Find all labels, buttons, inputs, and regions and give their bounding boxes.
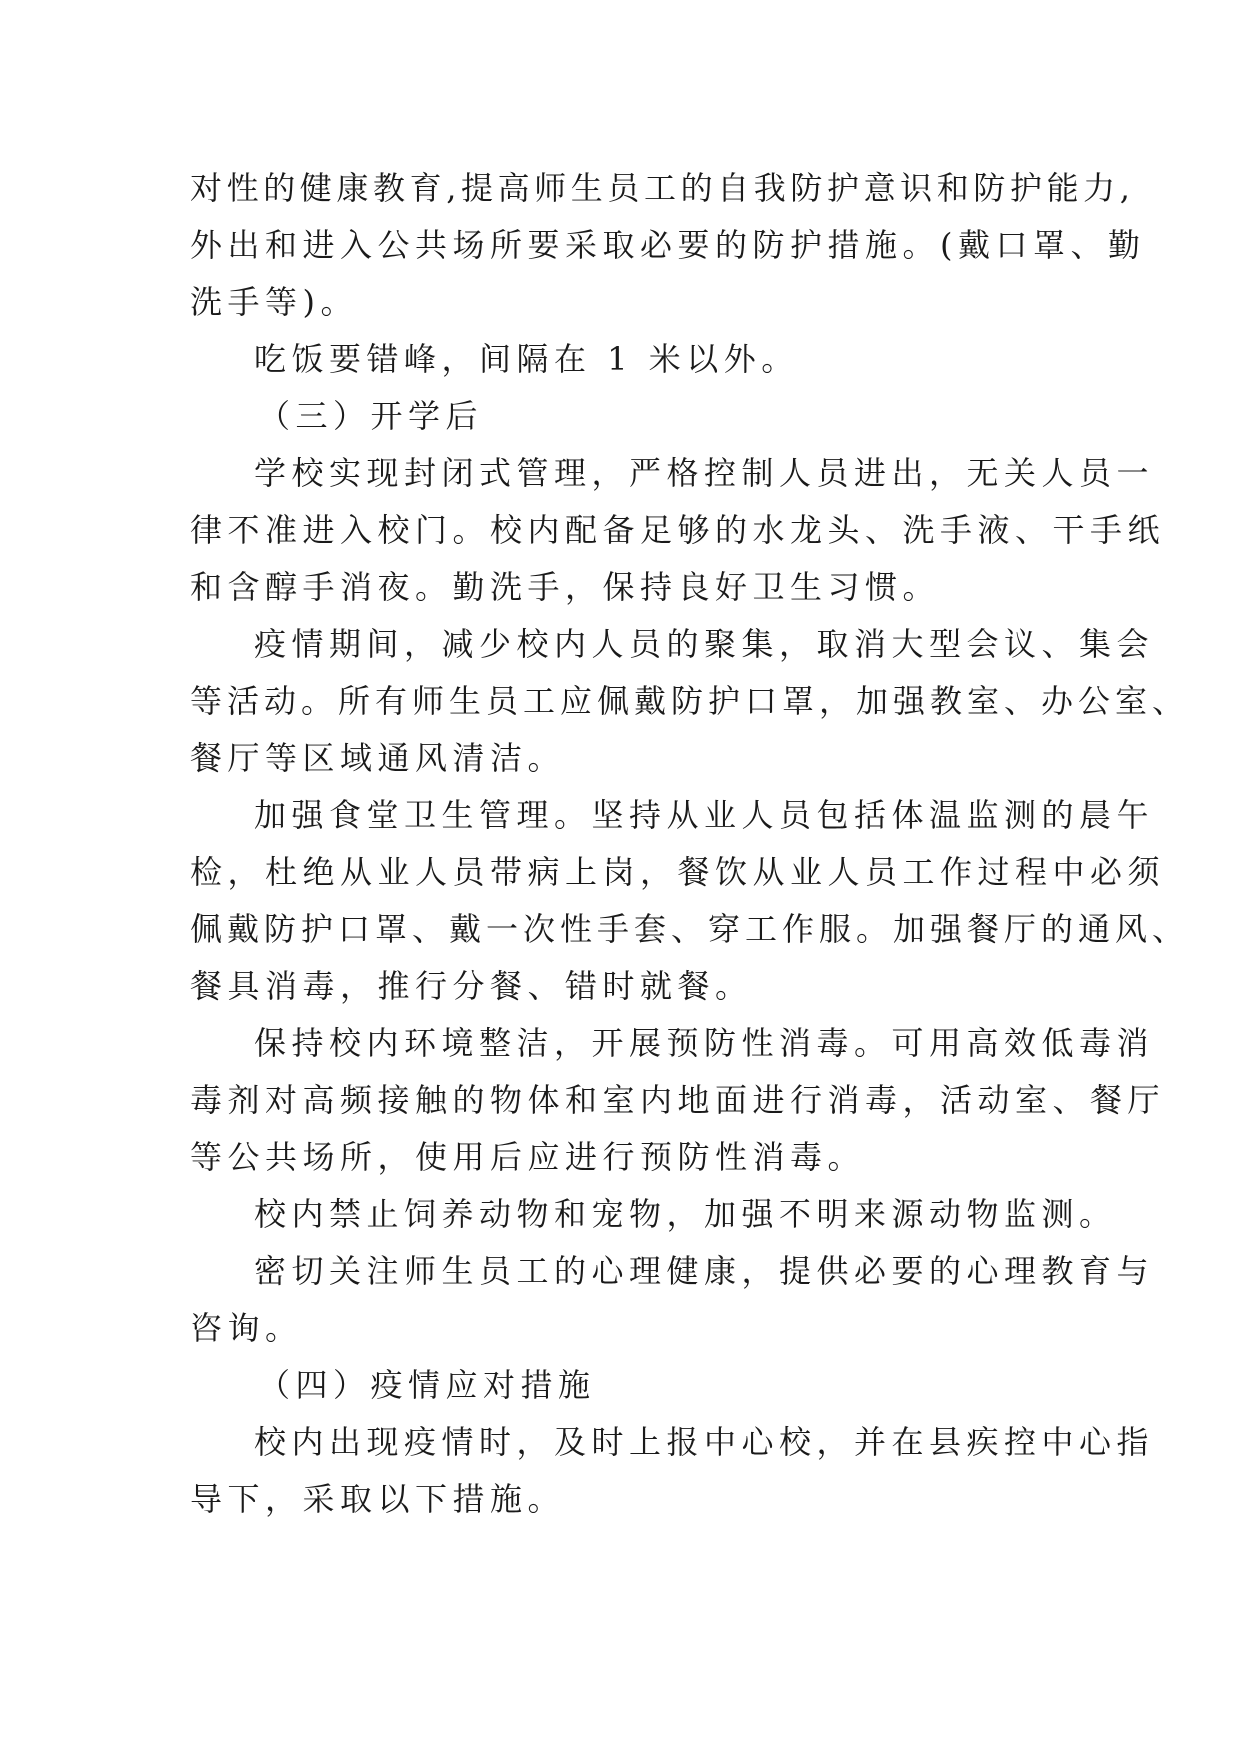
paragraph-line: 保持校内环境整洁，开展预防性消毒。可用高效低毒消: [254, 1024, 1155, 1062]
paragraph-line: 导下，采取以下措施。: [190, 1480, 566, 1518]
paragraph-line: 佩戴防护口罩、戴一次性手套、穿工作服。加强餐厅的通风、: [190, 910, 1190, 948]
paragraph-line: 检，杜绝从业人员带病上岗，餐饮从业人员工作过程中必须: [190, 853, 1166, 891]
paragraph-line: 等活动。所有师生员工应佩戴防护口罩，加强教室、办公室、: [190, 682, 1190, 720]
paragraph-line: 餐具消毒，推行分餐、错时就餐。: [190, 967, 753, 1005]
paragraph-line: 加强食堂卫生管理。坚持从业人员包括体温监测的晨午: [254, 796, 1155, 834]
paragraph-line: 对性的健康教育,提高师生员工的自我防护意识和防护能力,: [190, 169, 1135, 207]
paragraph-line: 律不准进入校门。校内配备足够的水龙头、洗手液、干手纸: [190, 511, 1166, 549]
paragraph-line: 疫情期间，减少校内人员的聚集，取消大型会议、集会: [254, 625, 1155, 663]
paragraph-line: 等公共场所，使用后应进行预防性消毒。: [190, 1138, 866, 1176]
paragraph-line: 外出和进入公共场所要采取必要的防护措施。(戴口罩、勤: [190, 226, 1146, 264]
paragraph-line: 校内出现疫情时，及时上报中心校，并在县疾控中心指: [254, 1423, 1155, 1461]
paragraph-line: 洗手等)。: [190, 283, 358, 321]
paragraph-line: 密切关注师生员工的心理健康，提供必要的心理教育与: [254, 1252, 1155, 1290]
paragraph-line: 毒剂对高频接触的物体和室内地面进行消毒，活动室、餐厅: [190, 1081, 1166, 1119]
section-heading: （四）疫情应对措施: [258, 1366, 596, 1404]
paragraph-line: 和含醇手消夜。勤洗手，保持良好卫生习惯。: [190, 568, 941, 606]
paragraph-line: 学校实现封闭式管理，严格控制人员进出，无关人员一: [254, 454, 1155, 492]
paragraph-line: 吃饭要错峰，间隔在 1 米以外。: [254, 340, 799, 378]
section-heading: （三）开学后: [258, 397, 484, 435]
paragraph-line: 校内禁止饲养动物和宠物，加强不明来源动物监测。: [254, 1195, 1117, 1233]
paragraph-line: 餐厅等区域通风清洁。: [190, 739, 566, 777]
paragraph-line: 咨询。: [190, 1309, 303, 1347]
